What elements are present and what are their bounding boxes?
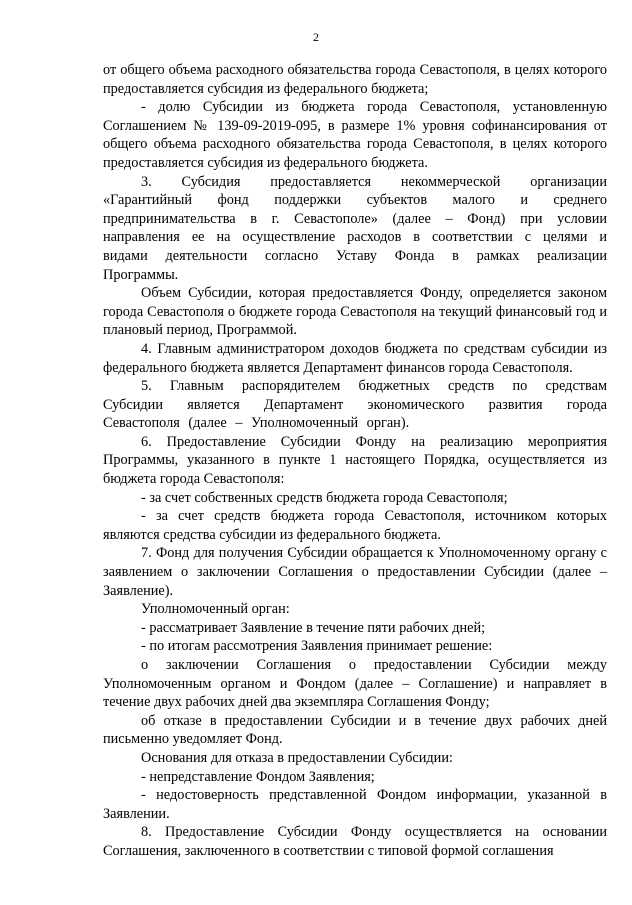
paragraph: Уполномоченный орган: [141, 601, 290, 618]
paragraph: - долю Субсидии из бюджета города Севастополя, установленную Соглашением № 139-09-2019-095, в размере 1% уровня софинансирования от общего объема расходного обязательства города Севастополя, в целях которого предоставляется субсидия из федерального бюджета. [103, 99, 607, 171]
paragraph: - непредставление Фондом Заявления; [141, 768, 375, 785]
paragraph: - за счет собственных средств бюджета города Севастополя; [141, 489, 508, 506]
paragraph: об отказе в предоставлении Субсидии и в течение двух рабочих дней письменно уведомляет Фонд. [103, 712, 607, 748]
paragraph: о заключении Соглашения о предоставлении Субсидии между Уполномоченным органом и Фондом (далее – Соглашение) и направляет в течение двух рабочих дней два экземпляра Соглашения Фонду; [103, 657, 607, 711]
paragraph: Объем Субсидии, которая предоставляется Фонду, определяется законом города Севастополя о бюджете города Севастополя на текущий финансовый год и плановый период, Программой. [103, 285, 607, 339]
paragraph: Основания для отказа в предоставлении Субсидии: [141, 749, 453, 766]
paragraph: от общего объема расходного обязательства города Севастополя, в целях которого предоставляется субсидия из федерального бюджета; [103, 62, 607, 97]
paragraph: - рассматривает Заявление в течение пяти рабочих дней; [141, 619, 486, 636]
paragraph: 4. Главным администратором доходов бюджета по средствам субсидии из федерального бюджета является Департамент финансов города Севастополя. [103, 340, 607, 376]
paragraph: - по итогам рассмотрения Заявления принимает решение: [141, 638, 493, 655]
paragraph: 7. Фонд для получения Субсидии обращается к Уполномоченному органу с заявлением о заключении Соглашения о предоставлении Субсидии (далее – Заявление). [103, 545, 607, 599]
paragraph: 8. Предоставление Субсидии Фонду осуществляется на основании Соглашения, заключенного в соответствии с типовой формой соглашения [103, 824, 607, 859]
page-number: 2 [313, 30, 319, 44]
paragraph: 5. Главным распорядителем бюджетных средств по средствам Субсидии является Департамент экономического развития города Севастополя (далее – Уполномоченный орган). [103, 378, 607, 432]
paragraph: 6. Предоставление Субсидии Фонду на реализацию мероприятия Программы, указанного в пункте 1 настоящего Порядка, осуществляется из бюджета города Севастополя: [103, 433, 607, 488]
paragraph: - недостоверность представленной Фондом информации, указанной в Заявлении. [103, 787, 607, 822]
paragraph: - за счет средств бюджета города Севастополя, источником которых являются средства субсидии из федерального бюджета. [103, 508, 607, 543]
document-body [103, 61, 607, 861]
paragraph: 3. Субсидия предоставляется некоммерческой организации «Гарантийный фонд поддержки субъектов малого и среднего предпринимательства в г. Севастополе» (далее – Фонд) при условии направления ее на осуществление расходов в соответствии с целями и видами деятельности согласно Уставу Фонда в рамках реализации Программы. [103, 173, 607, 283]
